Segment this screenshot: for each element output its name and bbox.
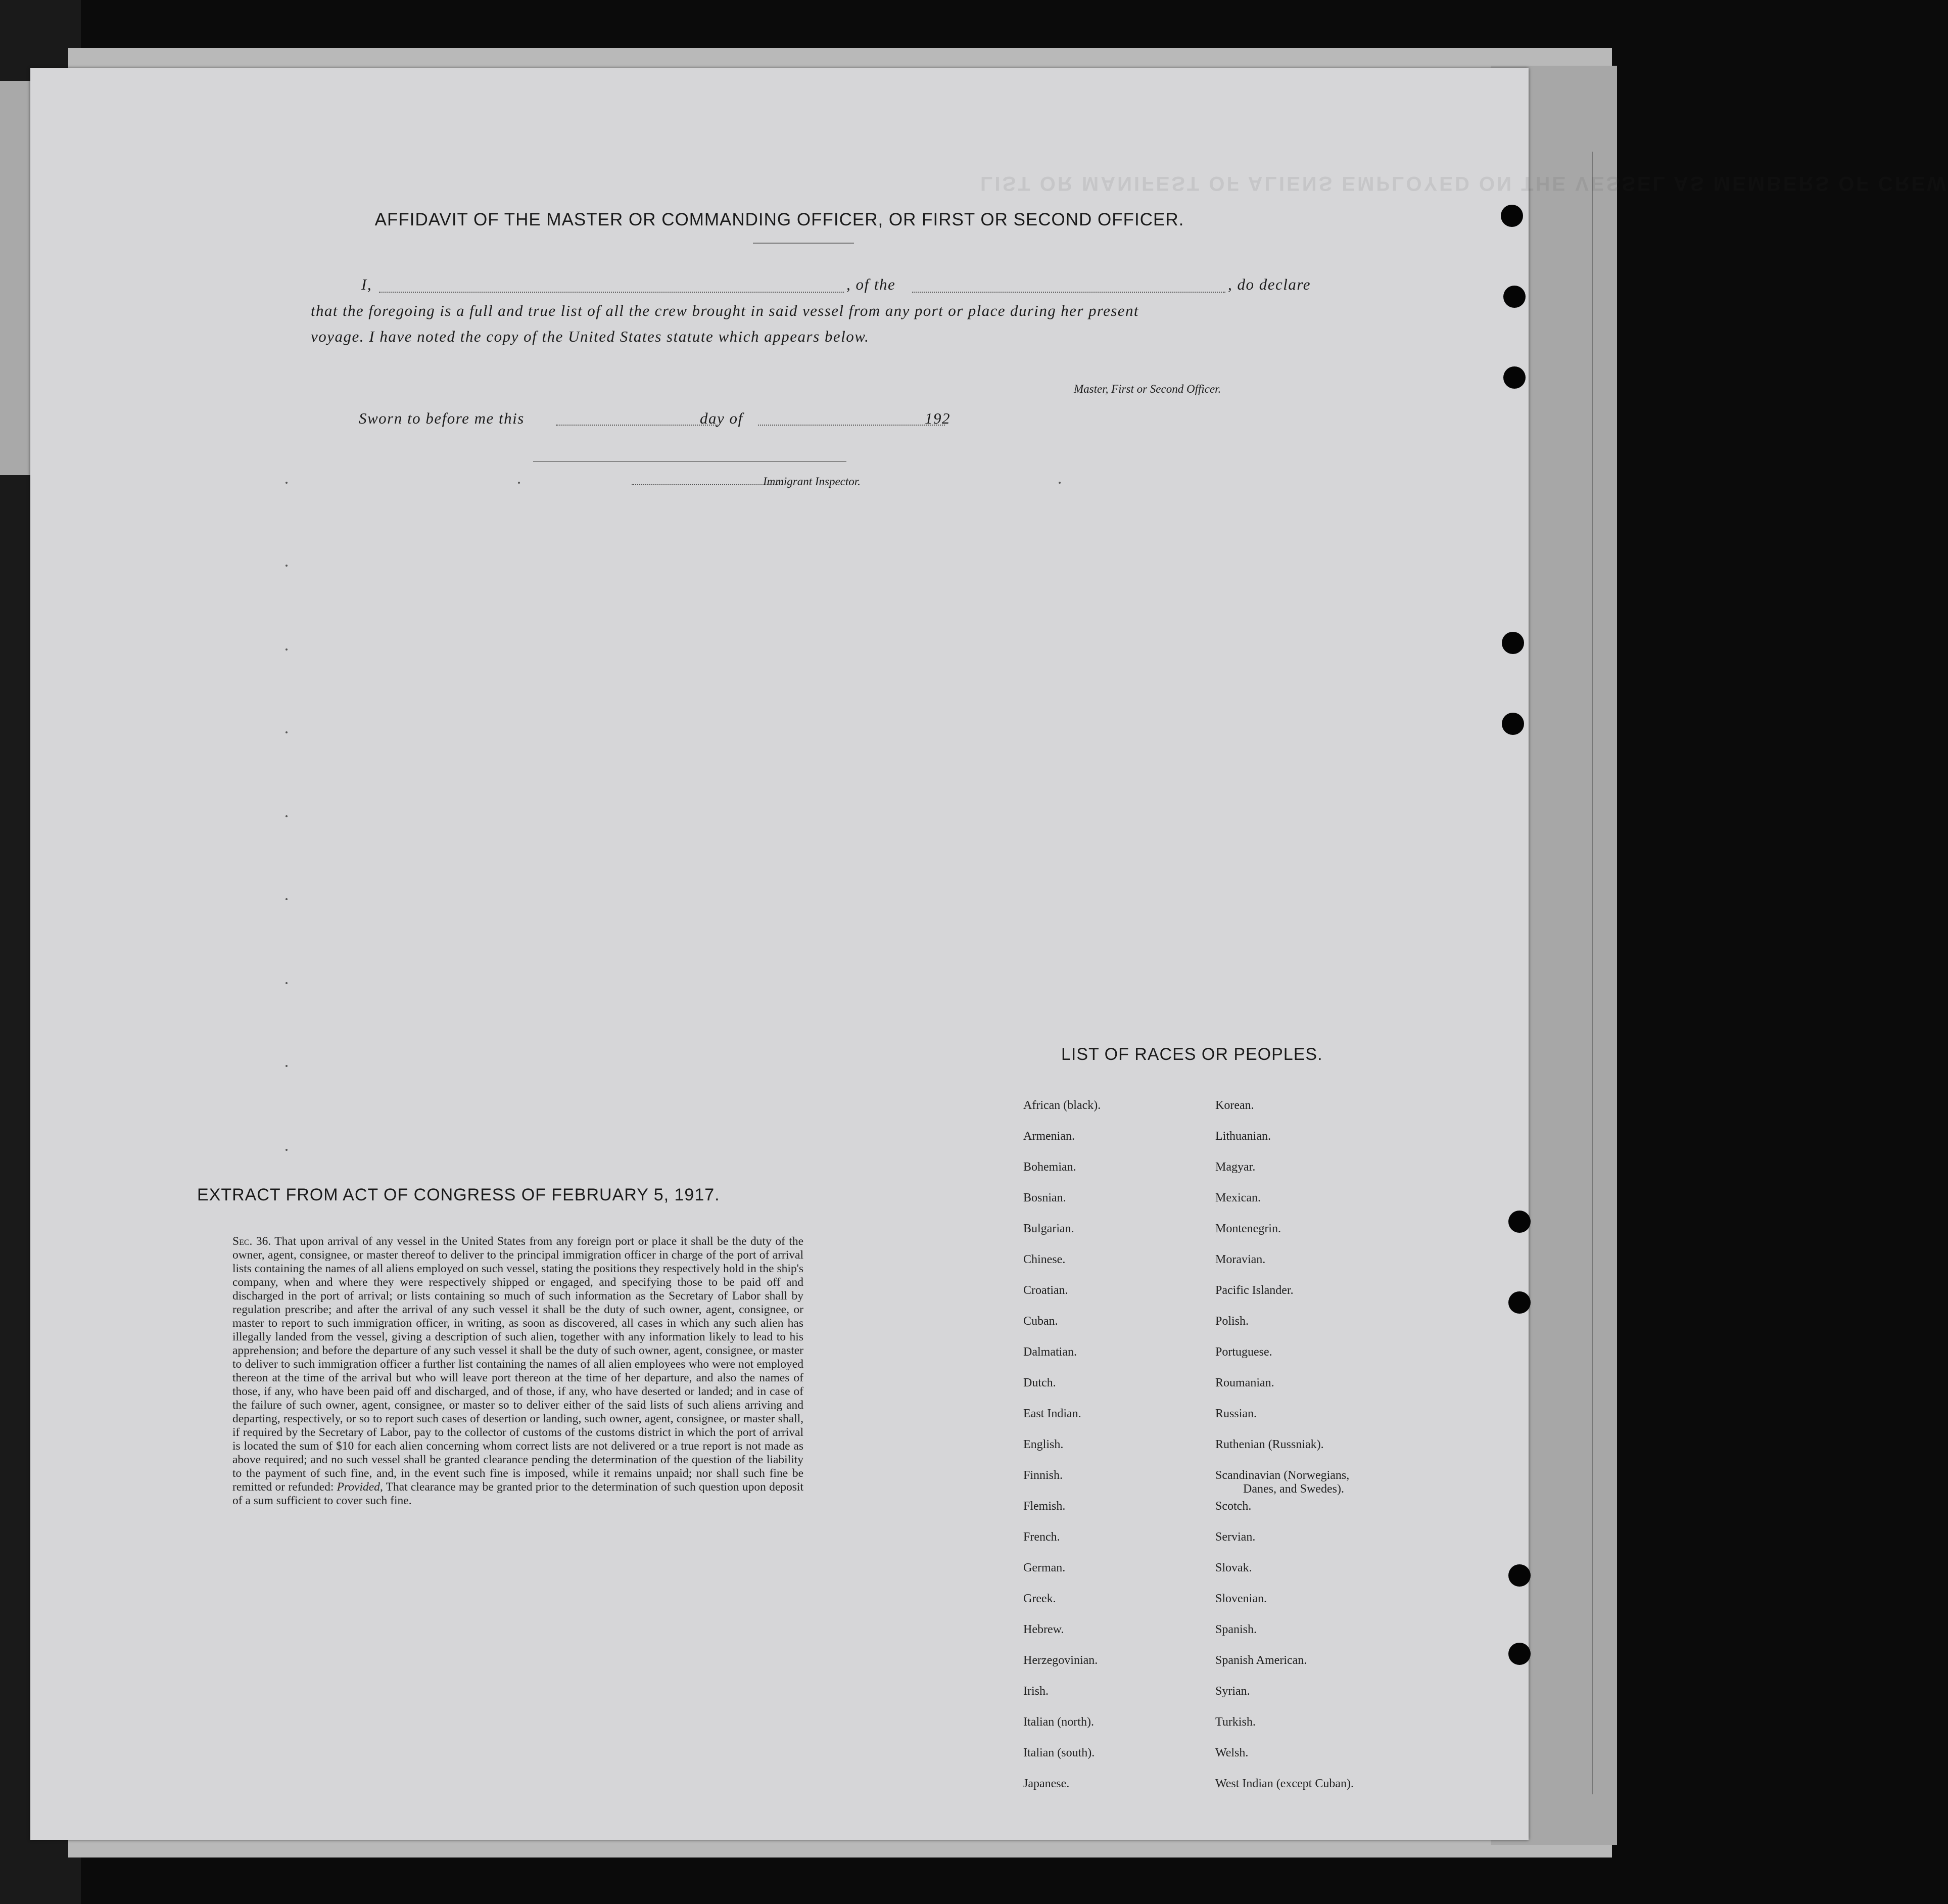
affidavit-do-declare-label: , do declare	[1228, 275, 1311, 293]
race-item: Ruthenian (Russniak).	[1215, 1438, 1324, 1451]
manifest-page	[30, 68, 1948, 1840]
race-item: Bulgarian.	[1023, 1222, 1074, 1235]
race-item: Dalmatian.	[1023, 1345, 1077, 1359]
race-item: English.	[1023, 1438, 1064, 1451]
race-item: Irish.	[1023, 1685, 1049, 1698]
punch-hole	[1508, 1564, 1531, 1587]
statute-body-end: , That clearance may be granted prior to the determination of such question upon deposit of a sum sufficient to cover such fine.	[232, 1480, 803, 1507]
bleed-through-heading: LIST OR MANIFEST OF ALIENS EMPLOYED ON THE VESSEL AS MEMBERS OF CREW	[980, 172, 1948, 195]
races-title: LIST OF RACES OR PEOPLES.	[1061, 1045, 1323, 1064]
punch-hole	[1503, 286, 1526, 308]
race-item: West Indian (except Cuban).	[1215, 1777, 1354, 1790]
statute-provided: Provided	[337, 1480, 380, 1494]
scan-dot	[1059, 482, 1061, 484]
punch-hole	[1508, 1211, 1531, 1233]
statute-body: That upon arrival of any vessel in the United States from any foreign port or place it shall be the duty of the owner, agent, consignee, or master thereof to deliver to the principal immigration officer in charge of the port of arrival lists containing the names of all aliens employed on such vessel, stating the positions they respectively hold in the ship's company, when and where they were respectively shipped or engaged, and specifying those to be paid off and discharged in the port of arrival; or lists containing so much of such information as the Secretary of Labor shall by regulation prescribe; and after the arrival of any such vessel it shall be the duty of such owner, agent, consignee, or master to report to such immigration officer, in writing, as soon as discovered, all cases in which any such alien has illegally landed from the vessel, giving a description of such alien, together with any information likely to lead to his apprehension; and before the departure of any such vessel it shall be the duty of such owner, agent, consignee, or master to deliver to such immigration officer a further list containing the names of all alien employees who were not employed thereon at the time of the arrival but who will leave port thereon at the time of her departure, and also the names of those, if any, who have been paid off and discharged, and of those, if any, who have deserted or landed; and in case of the failure of such owner, agent, consignee, or master so to deliver either of the said lists of such aliens arriving and departing, respectively, or so to report such cases of desertion or landing, such owner, agent, consignee, or master shall, if required by the Secretary of Labor, pay to the collector of customs of the customs district in which the port of arrival is located the sum of $10 for each alien concerning whom correct lists are not delivered or a true report is not made as above required; and no such vessel shall be granted clearance pending the determination of the question of the liability to the payment of such fine, and, in the event such fine is imposed, while it remains unpaid; nor shall such fine be remitted or refunded:	[232, 1235, 803, 1494]
race-item: Hebrew.	[1023, 1623, 1064, 1636]
day-blank[interactable]	[556, 425, 718, 426]
race-item: Finnish.	[1023, 1469, 1063, 1482]
underlying-page-rule	[1592, 152, 1593, 1794]
race-item: Dutch.	[1023, 1376, 1056, 1389]
day-of-label: day of	[700, 409, 743, 427]
punch-hole	[1508, 1291, 1531, 1314]
scan-dot	[286, 898, 288, 900]
month-blank[interactable]	[758, 425, 945, 426]
race-item: Cuban.	[1023, 1315, 1058, 1328]
race-item: East Indian.	[1023, 1407, 1081, 1420]
race-item: Moravian.	[1215, 1253, 1266, 1266]
race-item: Montenegrin.	[1215, 1222, 1281, 1235]
master-signature-label: Master, First or Second Officer.	[1074, 383, 1221, 395]
race-item: French.	[1023, 1530, 1060, 1544]
race-item: Turkish.	[1215, 1715, 1256, 1729]
race-item: Japanese.	[1023, 1777, 1070, 1790]
extract-title: EXTRACT FROM ACT OF CONGRESS OF FEBRUARY 5, 1917.	[197, 1185, 720, 1204]
race-item: Flemish.	[1023, 1500, 1066, 1513]
race-item: Slovenian.	[1215, 1592, 1267, 1605]
race-item: Bohemian.	[1023, 1160, 1076, 1174]
race-item: Italian (south).	[1023, 1746, 1095, 1759]
race-item: Armenian.	[1023, 1130, 1075, 1143]
name-blank[interactable]	[379, 292, 844, 293]
sworn-label: Sworn to before me this	[359, 409, 525, 427]
scan-dot	[286, 648, 288, 651]
scan-dot	[518, 482, 520, 484]
punch-hole	[1502, 632, 1524, 654]
race-item: Servian.	[1215, 1530, 1256, 1544]
punch-hole	[1502, 713, 1524, 735]
scan-dot	[286, 482, 288, 484]
inspector-label: Immigrant Inspector.	[763, 475, 861, 488]
race-item: Slovak.	[1215, 1561, 1252, 1574]
race-item: Pacific Islander.	[1215, 1284, 1294, 1297]
race-item: Greek.	[1023, 1592, 1056, 1605]
scan-dot	[286, 565, 288, 567]
affidavit-line-3: voyage. I have noted the copy of the United States statute which appears below.	[311, 328, 870, 345]
race-item: Portuguese.	[1215, 1345, 1272, 1359]
scan-dot	[286, 815, 288, 817]
scan-dot	[286, 1065, 288, 1067]
scan-dot	[286, 1149, 288, 1151]
race-item: Italian (north).	[1023, 1715, 1094, 1729]
affidavit-of-the-label: , of the	[846, 275, 896, 293]
race-item: German.	[1023, 1561, 1066, 1574]
section-label: Sec. 36.	[232, 1235, 271, 1248]
affidavit-i-label: I,	[361, 275, 372, 293]
punch-hole	[1503, 366, 1526, 389]
race-item: Korean.	[1215, 1099, 1254, 1112]
race-item: Herzegovinian.	[1023, 1654, 1098, 1667]
punch-hole	[1508, 1643, 1531, 1665]
race-item: Polish.	[1215, 1315, 1249, 1328]
race-item: Croatian.	[1023, 1284, 1068, 1297]
race-item: Welsh.	[1215, 1746, 1249, 1759]
scan-dot	[286, 731, 288, 733]
title-underline	[753, 243, 854, 244]
race-item: Mexican.	[1215, 1191, 1261, 1204]
affidavit-line-2: that the foregoing is a full and true list of all the crew brought in said vessel from any port or place during her present	[311, 302, 1139, 319]
race-item: African (black).	[1023, 1099, 1101, 1112]
vessel-blank[interactable]	[912, 292, 1225, 293]
race-item: Lithuanian.	[1215, 1130, 1271, 1143]
statute-text	[232, 1235, 803, 1508]
race-item: Scotch.	[1215, 1500, 1252, 1513]
race-item: Chinese.	[1023, 1253, 1066, 1266]
race-item-continuation: Danes, and Swedes).	[1243, 1482, 1344, 1496]
race-item: Roumanian.	[1215, 1376, 1274, 1389]
race-item: Magyar.	[1215, 1160, 1256, 1174]
scan-dot	[286, 982, 288, 984]
race-item: Bosnian.	[1023, 1191, 1066, 1204]
affidavit-title: AFFIDAVIT OF THE MASTER OR COMMANDING OFFICER, OR FIRST OR SECOND OFFICER.	[374, 210, 1184, 229]
year-label: 192	[925, 409, 951, 427]
race-item: Scandinavian (Norwegians,	[1215, 1469, 1350, 1482]
inspector-blank[interactable]	[632, 484, 783, 485]
race-item: Russian.	[1215, 1407, 1257, 1420]
race-item: Spanish American.	[1215, 1654, 1307, 1667]
inspector-rule	[533, 461, 846, 462]
race-item: Spanish.	[1215, 1623, 1257, 1636]
race-item: Syrian.	[1215, 1685, 1250, 1698]
